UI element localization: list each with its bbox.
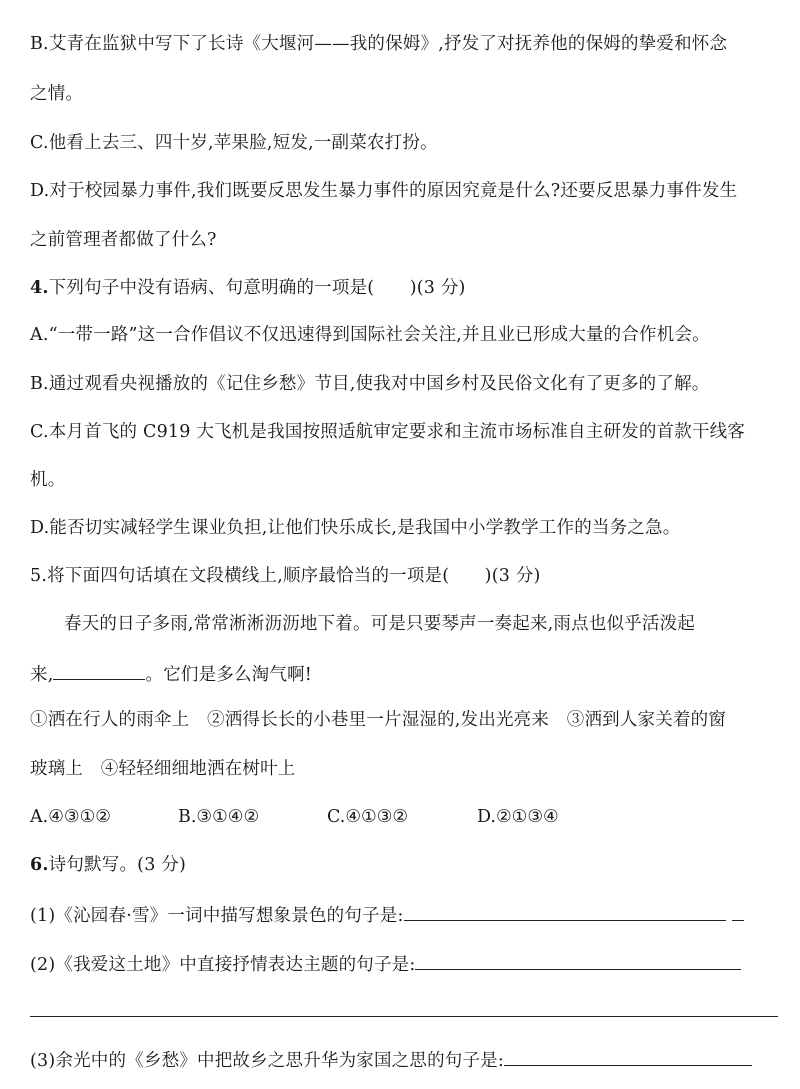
q5-option-b: B.③①④② [178,807,260,827]
q6-item2-answer-line[interactable] [415,951,741,970]
q6-item2-text: (2)《我爱这土地》中直接抒情表达主题的句子是: [30,955,416,975]
q6-item1-answer-line[interactable] [404,902,726,921]
q6-stem [30,854,186,876]
q5-option-c: C.④①③② [327,807,409,827]
q6-item2-answer-line-2[interactable] [30,1016,778,1017]
q5-passage-line2 [30,661,312,686]
q5-passage-post: 。它们是多么淘气啊! [145,665,313,685]
q4-option-d: D.能否切实减轻学生课业负担,让他们快乐成长,是我国中小学教学工作的当务之急。 [30,518,681,538]
q6-item1 [30,902,744,927]
q4-option-a: A.“一带一路”这一合作倡议不仅迅速得到国际社会关注,并且业已形成大量的合作机会。 [30,325,710,345]
q6-item3-answer-line[interactable] [504,1047,752,1066]
q3-option-b-line1: B.艾青在监狱中写下了长诗《大堰河——我的保姆》,抒发了对抚养他的保姆的挚爱和怀念 [30,34,728,54]
q5-sentences-line1: ①洒在行人的雨伞上 ②洒得长长的小巷里一片湿湿的,发出光亮来 ③洒到人家关着的窗 [30,710,727,730]
q6-stem-text: 诗句默写。(3 分) [48,855,187,875]
q4-option-b: B.通过观看央视播放的《记住乡愁》节目,使我对中国乡村及民俗文化有了更多的了解。 [30,374,710,394]
q6-number: 6. [30,855,49,875]
q3-option-d-line2: 之前管理者都做了什么? [30,230,217,250]
q5-fill-blank[interactable] [53,661,145,680]
q6-item1-text: (1)《沁园春·雪》一词中描写想象景色的句子是: [30,906,404,926]
q4-stem-text: 下列句子中没有语病、句意明确的一项是( )(3 分) [48,278,466,298]
q4-option-c-line1: C.本月首飞的 C919 大飞机是我国按照适航审定要求和主流市场标准自主研发的首款干线客 [30,422,746,442]
q6-item3-text: (3)余光中的《乡愁》中把故乡之思升华为家国之思的句子是: [30,1051,504,1071]
q3-option-d-line1: D.对于校园暴力事件,我们既要反思发生暴力事件的原因究竟是什么?还要反思暴力事件发生 [30,181,738,201]
q3-option-b-line2: 之情。 [30,84,84,104]
q5-passage-line1: 春天的日子多雨,常常淅淅沥沥地下着。可是只要琴声一奏起来,雨点也似乎活泼起 [64,614,696,634]
q5-stem: 5.将下面四句话填在文段横线上,顺序最恰当的一项是( )(3 分) [30,566,541,586]
q5-option-a: A.④③①② [30,807,111,827]
q4-stem [30,277,466,299]
q5-sentences-line2: 玻璃上 ④轻轻细细地洒在树叶上 [30,759,296,779]
q5-passage-pre: 来, [30,665,54,685]
q4-number: 4. [30,278,49,298]
q6-item1-answer-line-end [732,902,744,921]
q3-option-c: C.他看上去三、四十岁,苹果脸,短发,一副菜农打扮。 [30,133,438,153]
q5-option-d: D.②①③④ [477,807,559,827]
q4-option-c-line2: 机。 [30,470,66,490]
q6-item3 [30,1047,752,1072]
q6-item2 [30,951,741,976]
